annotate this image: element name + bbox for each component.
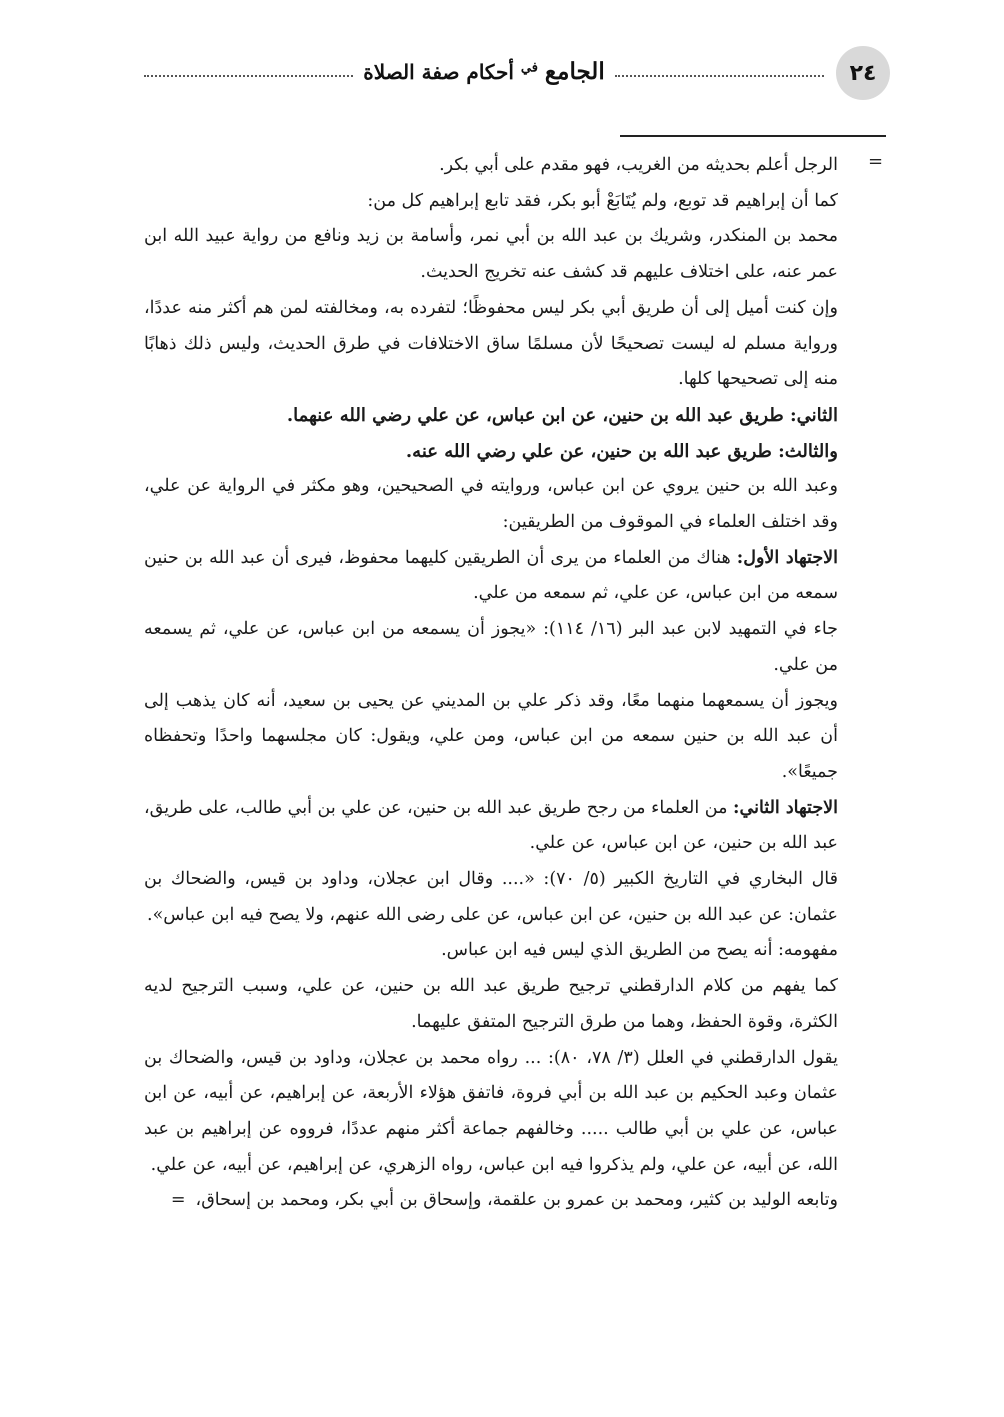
ijtihad-1-label: الاجتهاد الأول: bbox=[736, 547, 839, 568]
book-title-rest: أحكام صفة الصلاة bbox=[363, 59, 514, 84]
paragraph-9: جاء في التمهيد لابن عبد البر (١٦/ ١١٤): «يجوز أن يسمعه من ابن عباس، عن علي، ثم يسمعه من علي. bbox=[144, 619, 838, 675]
paragraph-7: وعبد الله بن حنين يروي عن ابن عباس، وروايته في الصحيحين، وهو مكثر في الرواية عن علي، وقد اختلف العلماء في الموقوف من الطريقين: bbox=[144, 476, 838, 533]
paragraph-14: كما يفهم من كلام الدارقطني ترجيح طريق عبد الله بن حنين، عن علي، وسبب الترجيح لديه الكثرة، وقوة الحفظ، وهما من طرق الترجيح المتفق عليهما. bbox=[144, 976, 838, 1032]
book-title bbox=[353, 58, 614, 85]
paragraph-3: محمد بن المنكدر، وشريك بن عبد الله بن أبي نمر، وأسامة بن زيد ونافع من رواية عبيد الله ابن عمر عنه، على اختلاف عليهم قد كشف عنه تخريج الحديث. bbox=[144, 226, 838, 283]
paragraph-12: قال البخاري في التاريخ الكبير (٥/ ٧٠): «.... وقال ابن عجلان، وداود بن قيس، والضحاك بن عثمان: عن عبد الله بن حنين، عن ابن عباس، عن على رضى الله عنهم، ولا يصح فيه ابن عباس». bbox=[144, 869, 838, 925]
continuation-marker: = bbox=[868, 151, 884, 172]
ijtihad-2-label: الاجتهاد الثاني: bbox=[733, 797, 838, 818]
page-number: ٢٤ bbox=[836, 46, 890, 100]
header-dots-right bbox=[615, 75, 824, 77]
end-marker: = bbox=[170, 1190, 186, 1211]
heading-third-route: والثالث: طريق عبد الله بن حنين، عن علي رضي الله عنه. bbox=[405, 440, 838, 462]
ijtihad-1-text: هناك من العلماء من يرى أن الطريقين كليهما محفوظ، فيرى أن عبد الله بن حنين سمعه من ابن عباس، عن علي، ثم سمعه من علي. bbox=[144, 547, 838, 604]
footnote-rule bbox=[620, 135, 886, 137]
book-title-main: الجامع bbox=[544, 57, 605, 85]
paragraph-ijtihad-1 bbox=[144, 541, 838, 612]
paragraph-1: الرجل أعلم بحديثه من الغريب، فهو مقدم على أبي بكر. bbox=[439, 155, 838, 175]
ijtihad-2-text: من العلماء من رجح طريق عبد الله بن حنين، عن علي بن أبي طالب، على طريق، عبد الله بن حنين، عن ابن عباس، عن علي. bbox=[144, 797, 838, 854]
paragraph-4: وإن كنت أميل إلى أن طريق أبي بكر ليس محفوظًا؛ لتفرده به، ومخالفته لمن هم أكثر منه عددًا، ورواية مسلم له ليست تصحيحًا لأن مسلمًا ساق الاختلافات في طرق الحديث، وليس ذلك ذهابًا منه إلى تصحيحها كلها. bbox=[144, 297, 838, 390]
paragraph-2: كما أن إبراهيم قد توبع، ولم يُتَابَعْ أبو بكر، فقد تابع إبراهيم كل من: bbox=[367, 190, 838, 211]
paragraph-16-text: وتابعه الوليد بن كثير، ومحمد بن عمرو بن علقمة، وإسحاق بن أبي بكر، ومحمد بن إسحاق، bbox=[195, 1190, 838, 1211]
running-head bbox=[144, 52, 824, 90]
footnote-body bbox=[144, 148, 838, 1219]
book-title-connector: في bbox=[520, 59, 538, 75]
paragraph-10: ويجوز أن يسمعهما منهما معًا، وقد ذكر علي بن المديني عن يحيى بن سعيد، أنه كان يذهب إلى أن عبد الله بن حنين سمعه من ابن عباس، ومن علي، ويقول: كان مجلسهما واحدًا وتحفظاه جميعًا». bbox=[144, 690, 838, 782]
paragraph-16 bbox=[144, 1183, 838, 1219]
paragraph-ijtihad-2 bbox=[144, 791, 838, 862]
heading-second-route: الثاني: طريق عبد الله بن حنين، عن ابن عباس، عن علي رضي الله عنهما. bbox=[286, 404, 838, 426]
paragraph-13: مفهومه: أنه يصح من الطريق الذي ليس فيه ابن عباس. bbox=[441, 940, 838, 961]
paragraph-15: يقول الدارقطني في العلل (٣/ ٧٨، ٨٠): ... رواه محمد بن عجلان، وداود بن قيس، والضحاك بن عثمان وعبد الحكيم بن عبد الله بن أبي فروة، فاتفق هؤلاء الأربعة، عن إبراهيم، عن أبيه، عن ابن عباس، عن علي بن أبي طالب ..... وخالفهم جماعة أكثر منهم عددًا، فرووه عن إبراهيم بن عبد الله، عن أبيه، عن علي، ولم يذكروا فيه ابن عباس، رواه الزهري، عن إبراهيم، عن أبيه، عن علي. bbox=[144, 1047, 838, 1175]
header-dots-left bbox=[144, 75, 353, 77]
